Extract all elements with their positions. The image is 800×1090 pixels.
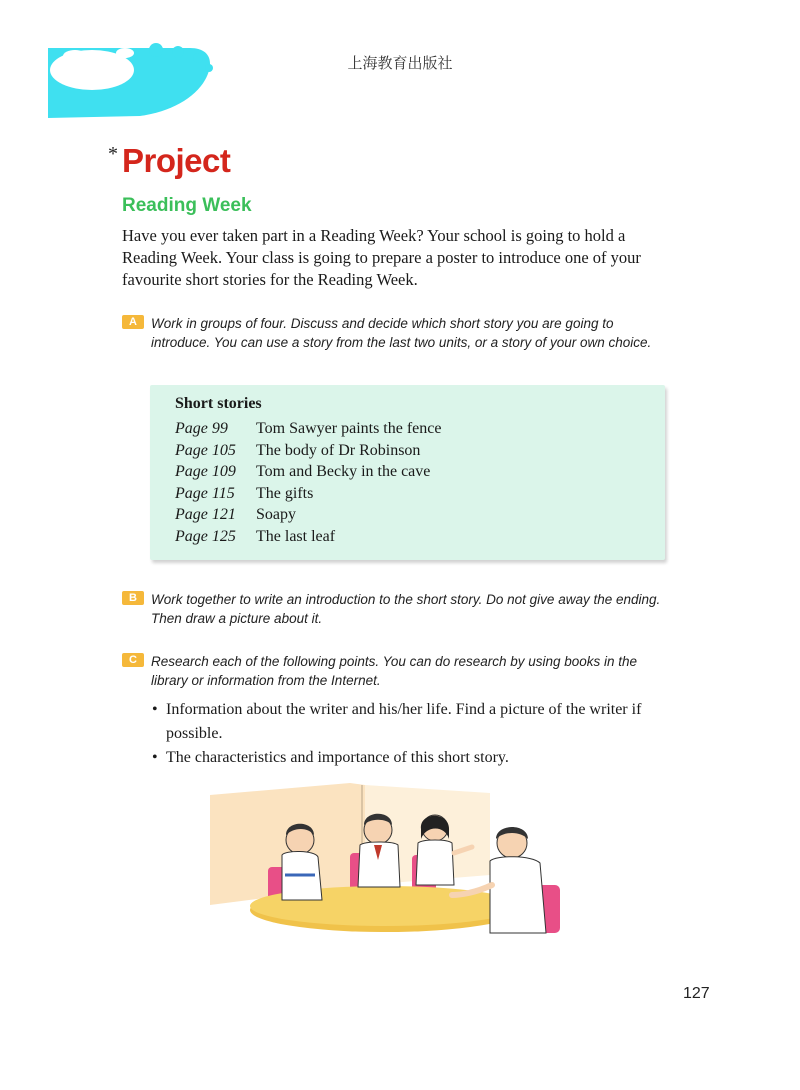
task-b <box>122 590 662 628</box>
task-instruction-b: Work together to write an introduction to the short story. Do not give away the ending. Then draw a picture about it. <box>151 592 661 626</box>
list-item <box>175 483 441 505</box>
task-label-b: B <box>122 591 144 605</box>
page-number: 127 <box>683 985 710 1002</box>
story-page: Page 115 <box>175 484 235 502</box>
task-instruction-a: Work in groups of four. Discuss and decide which short story you are going to introduce. You can use a story from the last two units, or a story of your own choice. <box>151 316 652 350</box>
research-points-list <box>150 698 650 770</box>
short-stories-box <box>150 385 665 560</box>
task-c <box>122 652 662 690</box>
list-item: • The characteristics and importance of this short story. <box>150 746 650 770</box>
story-title: The last leaf <box>256 527 336 545</box>
section-subtitle: Reading Week <box>122 195 252 216</box>
list-item <box>175 526 441 548</box>
task-label-c: C <box>122 653 144 667</box>
list-item <box>175 504 441 526</box>
intro-paragraph: Have you ever taken part in a Reading Week? Your school is going to hold a Reading Week. Your class is going to prepare a poster to introduce one of your favourite short stories for the Reading Week. <box>122 226 641 289</box>
students-discussion-illustration <box>190 775 580 960</box>
story-title: Soapy <box>256 506 296 524</box>
story-page: Page 99 <box>175 420 228 437</box>
publisher-name: 上海教育出版社 <box>347 54 453 72</box>
list-item: • Information about the writer and his/her life. Find a picture of the writer if possible. <box>150 698 650 746</box>
task-instruction-c: Research each of the following points. You can do research by using books in the library or information from the Internet. <box>151 654 638 688</box>
story-page: Page 109 <box>175 463 236 481</box>
list-item <box>175 461 441 483</box>
optional-asterisk: * <box>108 143 118 165</box>
story-title: The body of Dr Robinson <box>256 441 421 459</box>
story-page: Page 105 <box>175 441 236 459</box>
story-title: Tom and Becky in the cave <box>256 463 431 481</box>
story-page: Page 121 <box>175 506 236 524</box>
page-title: Project <box>122 142 231 179</box>
list-item <box>175 440 441 462</box>
story-title: The gifts <box>256 484 314 502</box>
short-stories-heading: Short stories <box>175 395 262 412</box>
story-title: Tom Sawyer paints the fence <box>256 420 442 437</box>
list-item <box>175 418 441 440</box>
task-a <box>122 314 662 352</box>
task-label-a: A <box>122 315 144 329</box>
story-page: Page 125 <box>175 527 236 545</box>
short-stories-list <box>175 418 441 548</box>
